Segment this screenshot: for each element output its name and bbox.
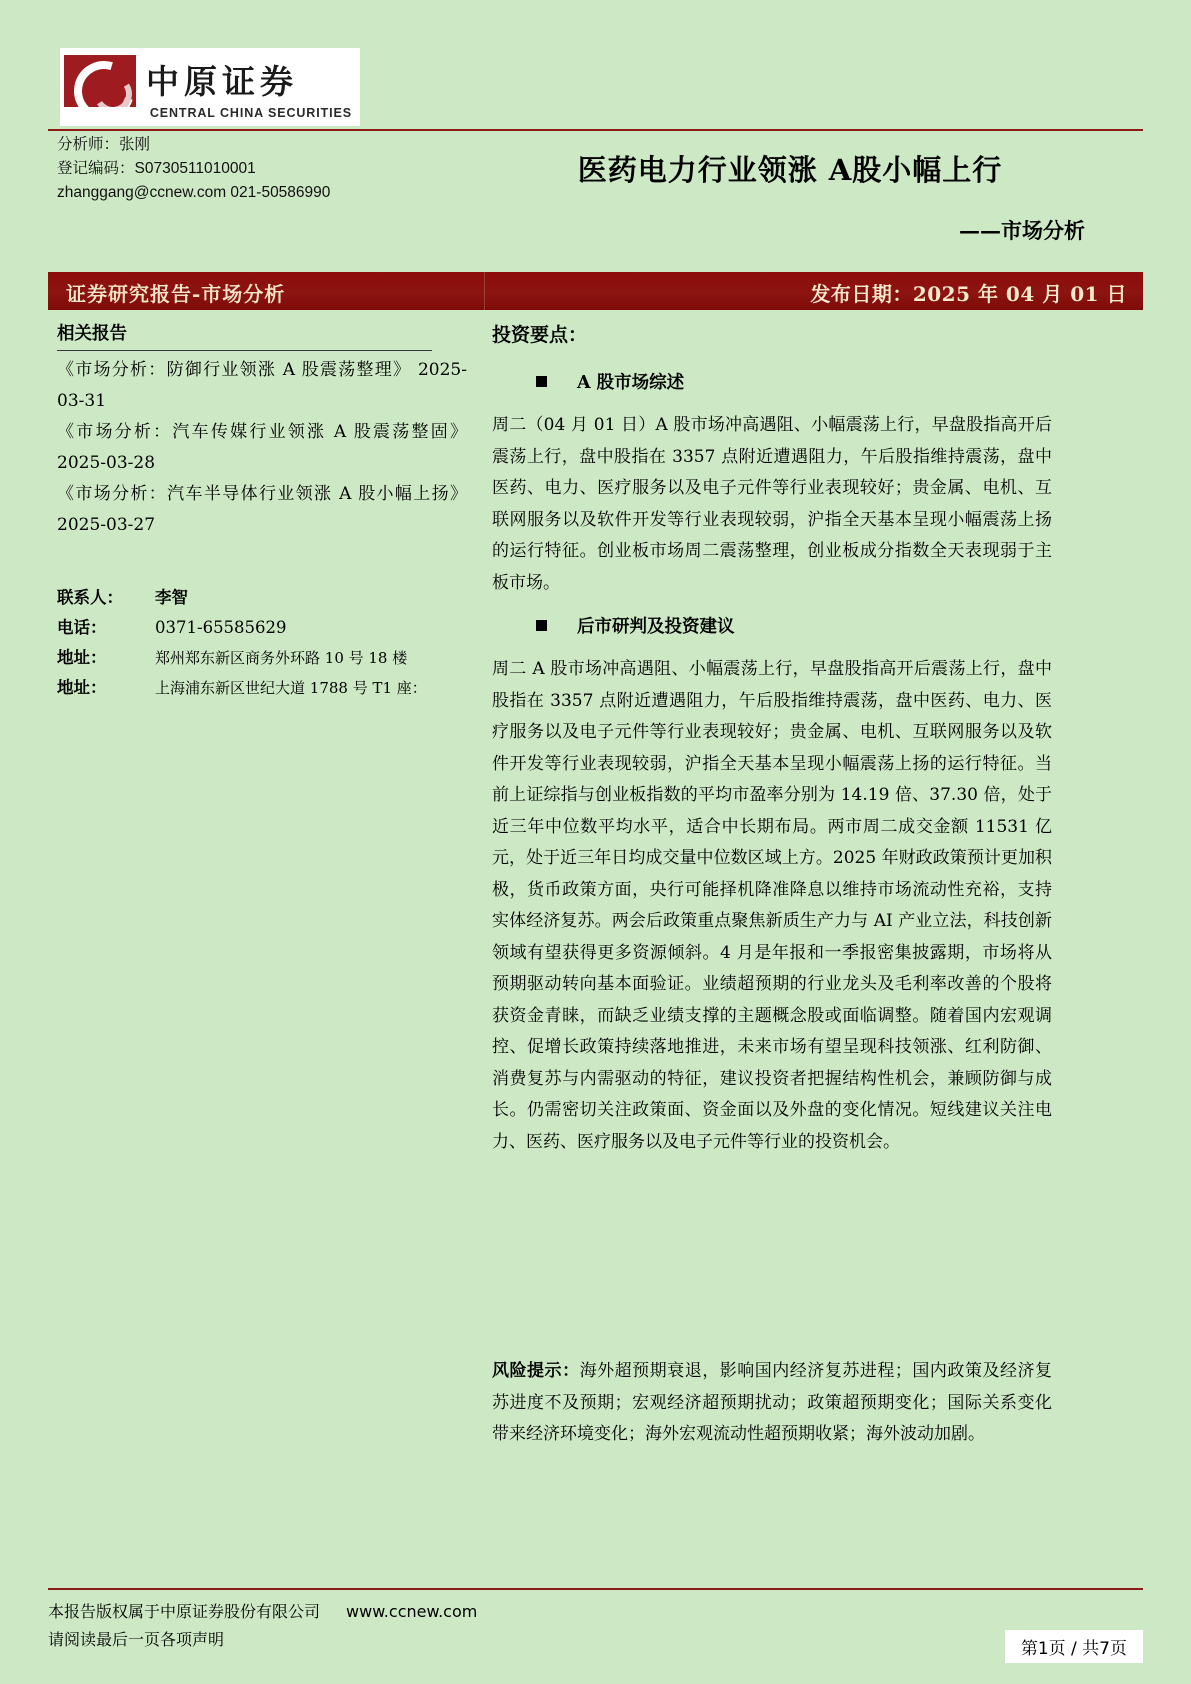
contact-person-row — [57, 583, 465, 613]
contact-person-value: 李智 — [155, 588, 188, 607]
analyst-info — [57, 133, 477, 205]
company-logo — [60, 48, 360, 126]
banner-report-type: 证券研究报告-市场分析 — [66, 282, 286, 306]
logo-row — [60, 54, 360, 108]
footer-website-link[interactable]: www.ccnew.com — [346, 1602, 478, 1621]
ccs-emblem-icon — [64, 55, 136, 107]
risk-disclosure — [492, 1356, 1052, 1451]
page-subtitle: ——市场分析 — [959, 218, 1085, 243]
header-divider — [48, 129, 1143, 131]
investment-points-heading: 投资要点： — [492, 324, 588, 346]
contact-phone-row — [57, 613, 465, 643]
report-banner — [48, 272, 1143, 310]
section-title-text: A 股市场综述 — [577, 373, 685, 393]
list-item[interactable]: 《市场分析：汽车传媒行业领涨 A 股震荡整固》 2025-03-28 — [57, 422, 467, 473]
section-body-market-overview: 周二（04 月 01 日）A 股市场冲高遇阻、小幅震荡上行，早盘股指高开后震荡上行，盘中股指在 3357 点附近遭遇阻力，午后股指维持震荡，盘中医药、电力、医疗服务以及电子元件等行业表现较好；贵金属、电机、互联网服务以及软件开发等行业表现较弱，沪指全天基本呈现小幅震荡上扬的运行特征。创业板市场周二震荡整理，创业板成分指数全天表现弱于主板市场。 — [492, 415, 1052, 593]
footer-copyright-row — [48, 1598, 477, 1626]
risk-label: 风险提示： — [492, 1361, 580, 1381]
analyst-contact: zhanggang@ccnew.com 021-50586990 — [57, 184, 331, 201]
contact-person-label: 联系人： — [57, 588, 123, 607]
logo-english-name: CENTRAL CHINA SECURITIES — [149, 106, 352, 120]
banner-divider — [484, 272, 485, 310]
analyst-name: 分析师：张刚 — [57, 136, 151, 153]
contact-address1-label: 地址： — [57, 648, 107, 667]
logo-chinese-name: 中原证券 — [146, 61, 298, 101]
contact-phone-label: 电话： — [57, 618, 107, 637]
page-number-badge: 第1页 / 共7页 — [1005, 1630, 1143, 1663]
contact-address1-row — [57, 643, 465, 673]
footer-copyright: 本报告版权属于中原证券股份有限公司 — [48, 1602, 321, 1621]
footer-divider — [48, 1588, 1143, 1590]
contact-address1-value: 郑州郑东新区商务外环路 10 号 18 楼 — [155, 649, 408, 667]
sidebar — [57, 320, 467, 703]
section-title-text: 后市研判及投资建议 — [577, 617, 735, 637]
list-item[interactable]: 《市场分析：防御行业领涨 A 股震荡整理》 2025-03-31 — [57, 360, 467, 411]
contact-address2-label: 地址： — [57, 678, 107, 697]
section-heading-market-overview — [536, 369, 1052, 394]
footer — [48, 1598, 477, 1654]
list-item[interactable]: 《市场分析：汽车半导体行业领涨 A 股小幅上扬》 2025-03-27 — [57, 484, 467, 535]
section-body-outlook: 周二 A 股市场冲高遇阻、小幅震荡上行，早盘股指高开后震荡上行，盘中股指在 3357 点附近遭遇阻力，午后股指维持震荡，盘中医药、电力、医疗服务以及电子元件等行业表现较好；贵金属、电机、互联网服务以及软件开发等行业表现较弱，沪指全天基本呈现小幅震荡上扬的运行特征。当前上证综指与创业板指数的平均市盈率分别为 14.19 倍、37.30 倍，处于近三年中位数平均水平，适合中长期布局。两市周二成交金额 11531 亿元，处于近三年日均成交量中位数区域上方。2025 年财政政策预计更加积极，货币政策方面，央行可能择机降准降息以维持市场流动性充裕，支持实体经济复苏。两会后政策重点聚焦新质生产力与 AI 产业立法，科技创新领域有望获得更多资源倾斜。4 月是年报和一季报密集披露期，市场将从预期驱动转向基本面验证。业绩超预期的行业龙头及毛利率改善的个股将获资金青睐，而缺乏业绩支撑的主题概念股或面临调整。随着国内宏观调控、促增长政策持续落地推进，未来市场有望呈现科技领涨、红利防御、消费复苏与内需驱动的特征，建议投资者把握结构性机会，兼顾防御与成长。仍需密切关注政策面、资金面以及外盘的变化情况。短线建议关注电力、医药、医疗服务以及电子元件等行业的投资机会。 — [492, 659, 1052, 1152]
risk-body: 海外超预期衰退，影响国内经济复苏进程；国内政策及经济复苏进度不及预期；宏观经济超预期扰动；政策超预期变化；国际关系变化带来经济环境变化；海外宏观流动性超预期收紧；海外波动加剧。 — [492, 1361, 1053, 1444]
square-bullet-icon — [536, 376, 547, 387]
related-reports-list — [57, 355, 467, 541]
page-title: 医药电力行业领涨 A股小幅上行 — [577, 153, 1003, 187]
footer-notice: 请阅读最后一页各项声明 — [48, 1630, 225, 1649]
analyst-license: 登记编码：S0730511010001 — [57, 160, 256, 177]
contact-address2-row — [57, 673, 465, 703]
banner-publish-date: 发布日期：2025 年 04 月 01 日 — [810, 282, 1127, 306]
contact-phone-value: 0371-65585629 — [155, 618, 287, 637]
related-reports-heading: 相关报告 — [57, 324, 127, 344]
related-reports-divider — [57, 350, 432, 351]
square-bullet-icon — [536, 620, 547, 631]
main-content — [492, 320, 1053, 1444]
section-heading-outlook — [536, 613, 1052, 638]
contact-info — [57, 583, 467, 703]
contact-address2-value: 上海浦东新区世纪大道 1788 号 T1 座： — [155, 679, 427, 697]
